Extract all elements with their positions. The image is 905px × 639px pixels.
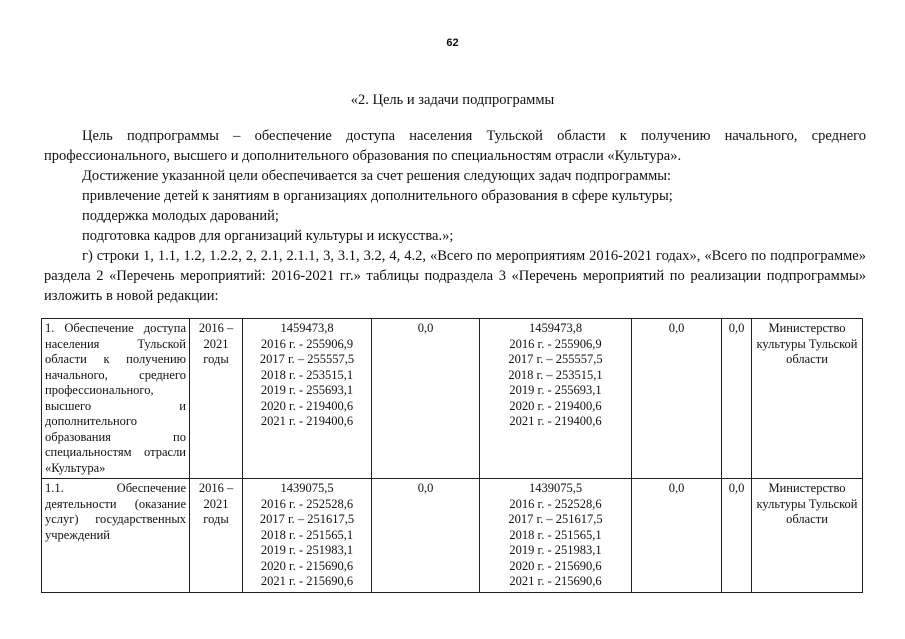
value-cell: 0,0 — [632, 479, 722, 593]
year-value: 2020 г. - 215690,6 — [509, 558, 602, 573]
year-value: 2017 г. – 251617,5 — [259, 512, 355, 526]
year-value: 2016 г. - 255906,9 — [260, 336, 354, 351]
period-cell: 2016 – 2021 годы — [190, 319, 243, 479]
year-value: 2017 г. – 251617,5 — [508, 512, 603, 526]
measures-table — [41, 318, 863, 593]
year-value: 2017 г. – 255557,5 — [259, 352, 355, 366]
paragraph-task-3: подготовка кадров для организаций культуры и искусства.»; — [82, 228, 454, 244]
paragraph-goal: Цель подпрограммы – обеспечение доступа населения Тульской области к получению начального, среднего профессионального, высшего и дополнительного образования по специальностям отрасли «Культура». — [44, 128, 866, 164]
year-value: 2020 г. - 219400,6 — [260, 398, 354, 413]
year-value: 2018 г. - 253515,1 — [260, 367, 354, 382]
measure-name-cell: 1.1. Обеспечение деятельности (оказание услуг) государственных учреждений — [42, 479, 190, 593]
year-value: 2021 г. - 219400,6 — [509, 414, 602, 428]
year-value: 2016 г. - 255906,9 — [509, 336, 602, 351]
responsible-cell: Министерство культуры Тульской области — [752, 479, 863, 593]
year-value: 2019 г. - 255693,1 — [260, 383, 354, 397]
total-value: 1459473,8 — [528, 321, 583, 335]
year-value: 2019 г. - 255693,1 — [509, 383, 602, 397]
value-cell: 0,0 — [372, 479, 480, 593]
paragraph-amendment: г) строки 1, 1.1, 1.2, 1.2.2, 2, 2.1, 2.1.1, 3, 3.1, 3.2, 4, 4.2, «Всего по мероприятиям 2016-2021 годах», «Всего по подпрограмме» раздела 2 «Перечень мероприятий: 2016-2021 гг.» таблицы подраздела 3 «Перечень мероприятий по реализации подпрограммы» изложить в новой редакции: — [44, 248, 866, 304]
total-value: 1439075,5 — [528, 481, 583, 495]
total-value: 1459473,8 — [280, 321, 334, 335]
year-value: 2016 г. - 252528,6 — [509, 496, 602, 511]
year-value: 2021 г. - 215690,6 — [509, 574, 602, 588]
year-value: 2017 г. – 255557,5 — [508, 352, 603, 366]
table-row — [42, 319, 863, 479]
table-row — [42, 479, 863, 593]
body-text — [44, 126, 866, 306]
year-value: 2020 г. - 215690,6 — [260, 558, 354, 573]
total-value: 1439075,5 — [280, 481, 334, 495]
total-cell — [243, 479, 372, 593]
year-value: 2018 г. - 251565,1 — [260, 527, 354, 542]
section-heading: «2. Цель и задачи подпрограммы — [350, 92, 555, 108]
value-cell: 0,0 — [722, 479, 752, 593]
paragraph-task-2: поддержка молодых дарований; — [82, 208, 279, 224]
year-value: 2021 г. - 215690,6 — [260, 574, 354, 588]
year-value: 2019 г. - 251983,1 — [260, 543, 354, 557]
responsible-cell: Министерство культуры Тульской области — [752, 319, 863, 479]
year-value: 2016 г. - 252528,6 — [260, 496, 354, 511]
regional-total-cell — [480, 479, 632, 593]
regional-total-cell — [480, 319, 632, 479]
page-number: 62 — [446, 37, 459, 49]
year-value: 2018 г. – 253515,1 — [508, 367, 603, 382]
value-cell: 0,0 — [632, 319, 722, 479]
year-value: 2019 г. - 251983,1 — [509, 543, 602, 557]
year-value: 2021 г. - 219400,6 — [260, 414, 354, 428]
total-cell — [243, 319, 372, 479]
year-value: 2018 г. - 251565,1 — [509, 527, 602, 542]
paragraph-tasks-intro: Достижение указанной цели обеспечивается за счет решения следующих задач подпрограммы: — [82, 168, 672, 184]
period-cell: 2016 – 2021 годы — [190, 479, 243, 593]
value-cell: 0,0 — [372, 319, 480, 479]
paragraph-task-1: привлечение детей к занятиям в организациях дополнительного образования в сфере культуры; — [82, 188, 673, 204]
measure-name-cell: 1. Обеспечение доступа населения Тульской области к получению начального, среднего профессионального, высшего и дополнительного образования по специальностям отрасли «Культура» — [42, 319, 190, 479]
year-value: 2020 г. - 219400,6 — [509, 398, 602, 413]
value-cell: 0,0 — [722, 319, 752, 479]
